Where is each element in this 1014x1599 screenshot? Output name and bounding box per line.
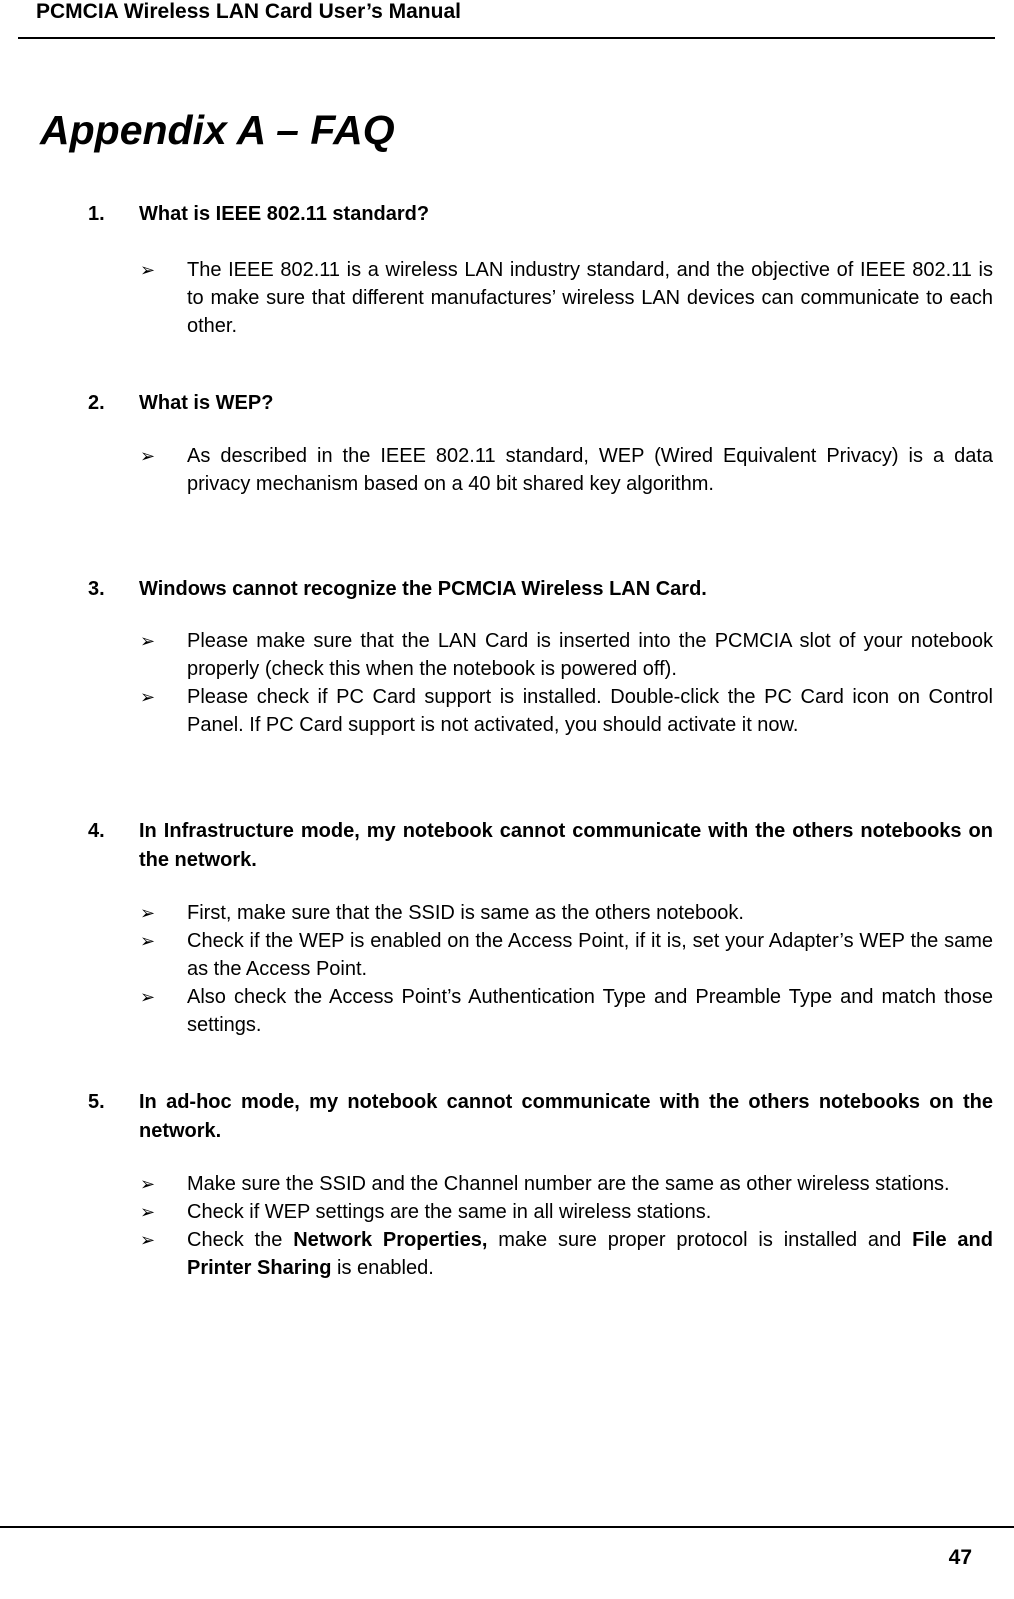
question-text: What is IEEE 802.11 standard? [139,203,430,225]
answer-item [137,899,993,927]
answer-item [137,683,993,739]
header-rule [18,37,995,39]
faq-question-2 [88,389,993,418]
answer-text: The IEEE 802.11 is a wireless LAN industry standard, and the objective of IEEE 802.11 is to make sure that different manufactures’ wireless LAN devices can communicate to each other. [187,259,993,337]
answer-text: Make sure the SSID and the Channel number are the same as other wireless stations. [187,1173,950,1195]
answer-item [137,983,993,1039]
question-number: 4. [88,820,105,842]
faq-answer-list-1 [137,256,993,340]
faq-question-4 [88,817,993,875]
answer-text-suffix: is enabled. [331,1257,434,1279]
answer-item [137,927,993,983]
answer-item [137,1198,993,1226]
page-title: Appendix A – FAQ [40,107,395,153]
arrowhead-bullet-icon: ➢ [140,260,156,280]
answer-item [137,627,993,683]
arrowhead-bullet-icon: ➢ [140,1174,156,1194]
file-printer-sharing-term: File and Printer Sharing [187,1229,993,1279]
faq-answer-list-5 [137,1170,993,1282]
running-header: PCMCIA Wireless LAN Card User’s Manual [36,0,461,23]
faq-answer-list-3 [137,627,993,739]
answer-item [137,256,993,340]
answer-text: Please check if PC Card support is installed. Double-click the PC Card icon on Control Panel. If PC Card support is not activated, you should activate it now. [187,686,993,736]
faq-question-1 [88,200,993,229]
faq-question-3 [88,575,993,604]
answer-text: As described in the IEEE 802.11 standard, WEP (Wired Equivalent Privacy) is a data privacy mechanism based on a 40 bit shared key algorithm. [187,445,993,495]
question-text: Windows cannot recognize the PCMCIA Wireless LAN Card. [139,578,707,600]
question-text: What is WEP? [139,392,274,414]
answer-text-middle: make sure proper protocol is installed and [487,1229,913,1251]
arrowhead-bullet-icon: ➢ [140,987,156,1007]
question-text: In ad-hoc mode, my notebook cannot communicate with the others notebooks on the network. [139,1091,993,1142]
arrowhead-bullet-icon: ➢ [140,1230,156,1250]
question-text: In Infrastructure mode, my notebook cannot communicate with the others notebooks on the network. [139,820,993,871]
answer-text: Also check the Access Point’s Authentication Type and Preamble Type and match those settings. [187,986,993,1036]
answer-item [137,442,993,498]
answer-item [137,1170,993,1198]
answer-text: Check if WEP settings are the same in all wireless stations. [187,1201,712,1223]
question-number: 5. [88,1091,105,1113]
answer-text: Please make sure that the LAN Card is inserted into the PCMCIA slot of your notebook properly (check this when the notebook is powered off). [187,630,993,680]
answer-text: Check if the WEP is enabled on the Access Point, if it is, set your Adapter’s WEP the same as the Access Point. [187,930,993,980]
answer-text-prefix: Check the [187,1229,294,1251]
answer-text: First, make sure that the SSID is same as the others notebook. [187,902,744,924]
arrowhead-bullet-icon: ➢ [140,931,156,951]
arrowhead-bullet-icon: ➢ [140,1202,156,1222]
faq-answer-list-2 [137,442,993,498]
faq-answer-list-4 [137,899,993,1039]
network-properties-term: Network Properties, [293,1229,488,1251]
question-number: 1. [88,203,105,225]
footer-rule [0,1526,1014,1528]
arrowhead-bullet-icon: ➢ [140,687,156,707]
answer-item [137,1226,993,1282]
arrowhead-bullet-icon: ➢ [140,446,156,466]
question-number: 2. [88,392,105,414]
page-number: 47 [948,1546,972,1569]
arrowhead-bullet-icon: ➢ [140,631,156,651]
faq-question-5 [88,1088,993,1146]
question-number: 3. [88,578,105,600]
arrowhead-bullet-icon: ➢ [140,903,156,923]
answer-text [187,1229,993,1279]
